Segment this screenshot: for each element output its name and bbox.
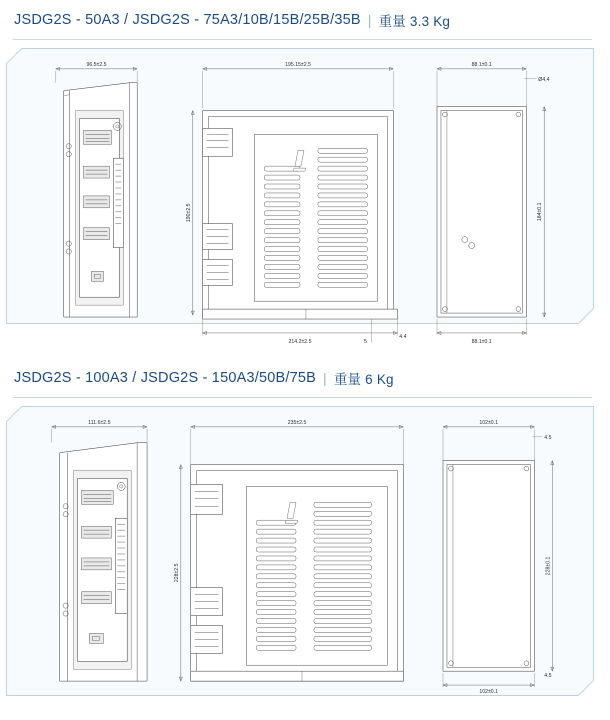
view-side-2 — [443, 420, 554, 695]
section-2-model-label: JSDG2S - 100A3 / JSDG2S - 150A3/50B/75B — [14, 370, 316, 386]
product-section-2 — [0, 358, 600, 696]
dim-side-width-2: 102±0.1 — [479, 419, 498, 426]
dim-top-width-2: 235±2.5 — [287, 419, 307, 426]
dim-front-width-1: 96.5±2.5 — [86, 61, 107, 68]
dim-bottom-right-width-1: 88.1±0.1 — [471, 338, 492, 345]
section-1-title — [0, 0, 600, 40]
view-front-main-2 — [174, 420, 403, 681]
dim-hole-dia-2: 4.5 — [544, 434, 552, 441]
section-2-title — [0, 358, 600, 398]
section-1-drawing — [7, 49, 593, 345]
dim-bottom-width-1: 214.2±2.5 — [288, 338, 312, 345]
dim-front-height-2: 228±2.5 — [173, 563, 180, 583]
dim-notch-right-1: 4.4 — [399, 333, 407, 340]
dim-bottom-right-width-2: 102±0.1 — [479, 689, 498, 696]
section-2-drawing — [7, 407, 593, 695]
view-front-left-2 — [52, 420, 147, 681]
dim-side-height-1: 184±0.1 — [537, 202, 544, 222]
dim-notch-right-2: 4.5 — [544, 673, 552, 680]
dim-front-height-1: 190±2.5 — [185, 203, 192, 223]
dim-side-width-1: 88.1±0.1 — [471, 61, 492, 68]
view-front-main-1 — [186, 62, 407, 345]
dim-notch-left-1: 5 — [364, 338, 367, 345]
section-1-title-rule — [8, 39, 592, 40]
dim-side-height-2: 228±0.1 — [545, 556, 552, 576]
dim-front-width-2: 111.6±2.5 — [88, 419, 111, 426]
product-section-1 — [0, 0, 600, 345]
section-2-title-divider: | — [322, 370, 327, 386]
dim-top-width-1: 195.15±2.5 — [285, 61, 311, 68]
dim-hole-dia-1: Ø4.4 — [538, 76, 550, 83]
section-2-title-rule — [8, 397, 592, 398]
section-1-model-label: JSDG2S - 50A3 / JSDG2S - 75A3/10B/15B/25B/35B — [14, 12, 361, 28]
section-1-title-divider: | — [367, 12, 372, 28]
section-1-drawing-panel — [6, 48, 594, 345]
view-front-left-1 — [56, 62, 137, 317]
section-2-drawing-panel — [6, 406, 594, 696]
section-2-weight-label: 重量 6 Kg — [333, 372, 394, 387]
view-side-1 — [437, 62, 550, 345]
section-1-weight-label: 重量 3.3 Kg — [378, 14, 451, 29]
